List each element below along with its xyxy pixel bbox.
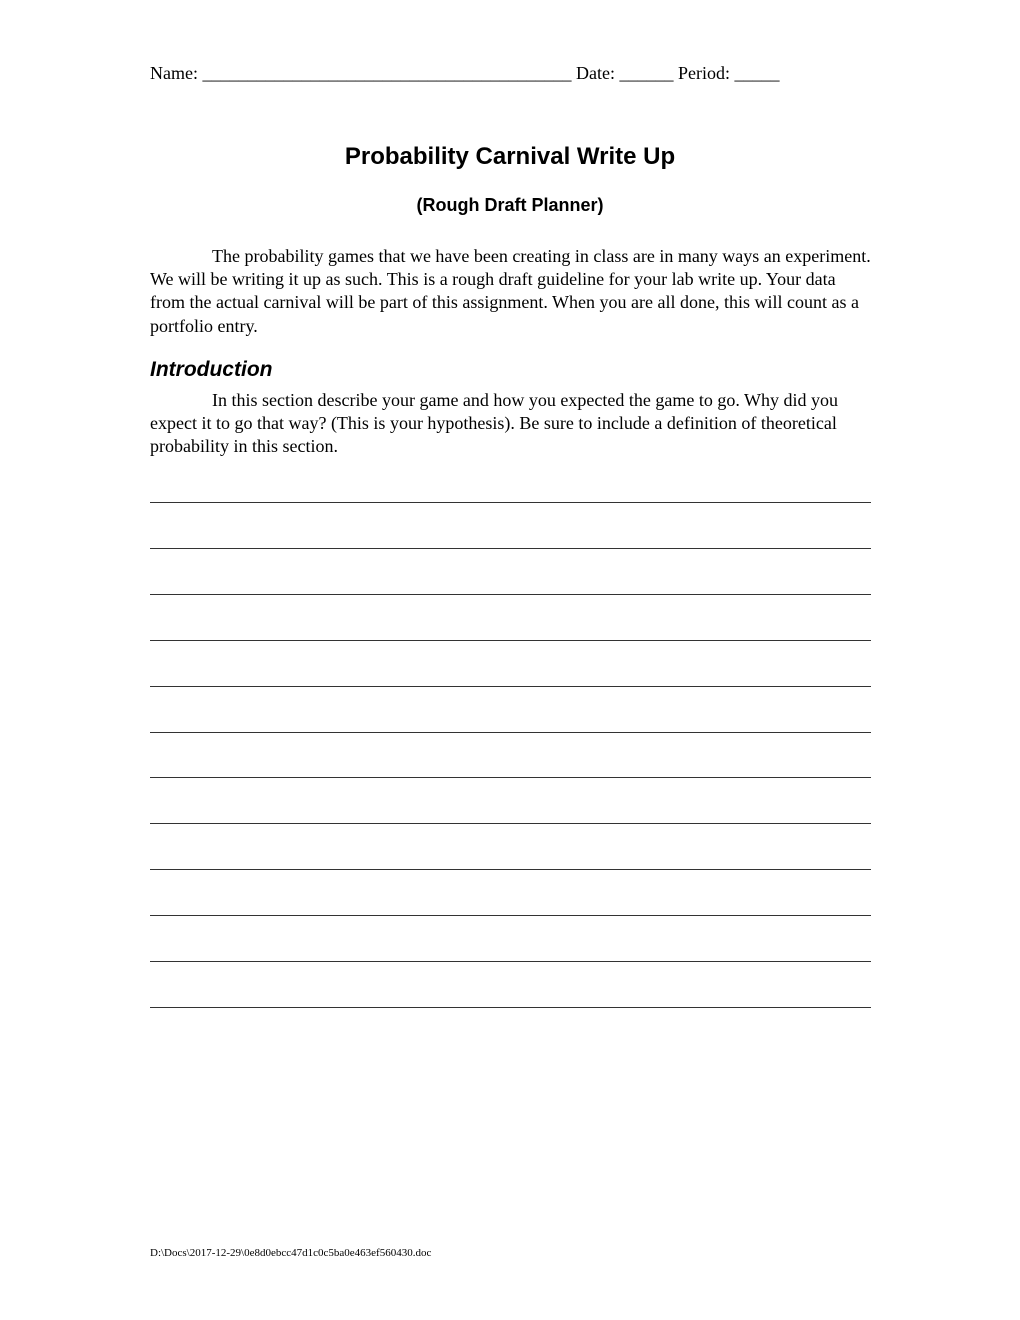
answer-line [150,823,871,824]
answer-lines [150,0,871,1320]
answer-line [150,594,871,595]
answer-line [150,915,871,916]
answer-line [150,961,871,962]
answer-line [150,548,871,549]
answer-line [150,1007,871,1008]
answer-line [150,686,871,687]
answer-line [150,777,871,778]
intro-paragraph: The probability games that we have been creating in class are in many ways an experiment. We will be writing it up as such. This is a rough draft guideline for your lab write up. Your data from the actual carnival will be part of this assignment. When you are all done, this will count as a portfolio entry. [150,246,871,336]
section-body-introduction: In this section describe your game and how you expected the game to go. Why did you expect it to go that way? (This is your hypothesis). Be sure to include a definition of theoretical probability in this section. [150,390,839,457]
page-title: Probability Carnival Write Up [344,143,676,170]
page-subtitle: (Rough Draft Planner) [416,195,604,215]
answer-line [150,502,871,503]
answer-line [150,732,871,733]
section-heading-introduction: Introduction [150,358,273,381]
answer-line [150,869,871,870]
name-date-period-line: Name: _________________________________________ Date: ______ Period: _____ [150,63,780,83]
footer-file-path: D:\Docs\2017-12-29\0e8d0ebcc47d1c0c5ba0e463ef560430.doc [150,1247,432,1259]
answer-line [150,640,871,641]
